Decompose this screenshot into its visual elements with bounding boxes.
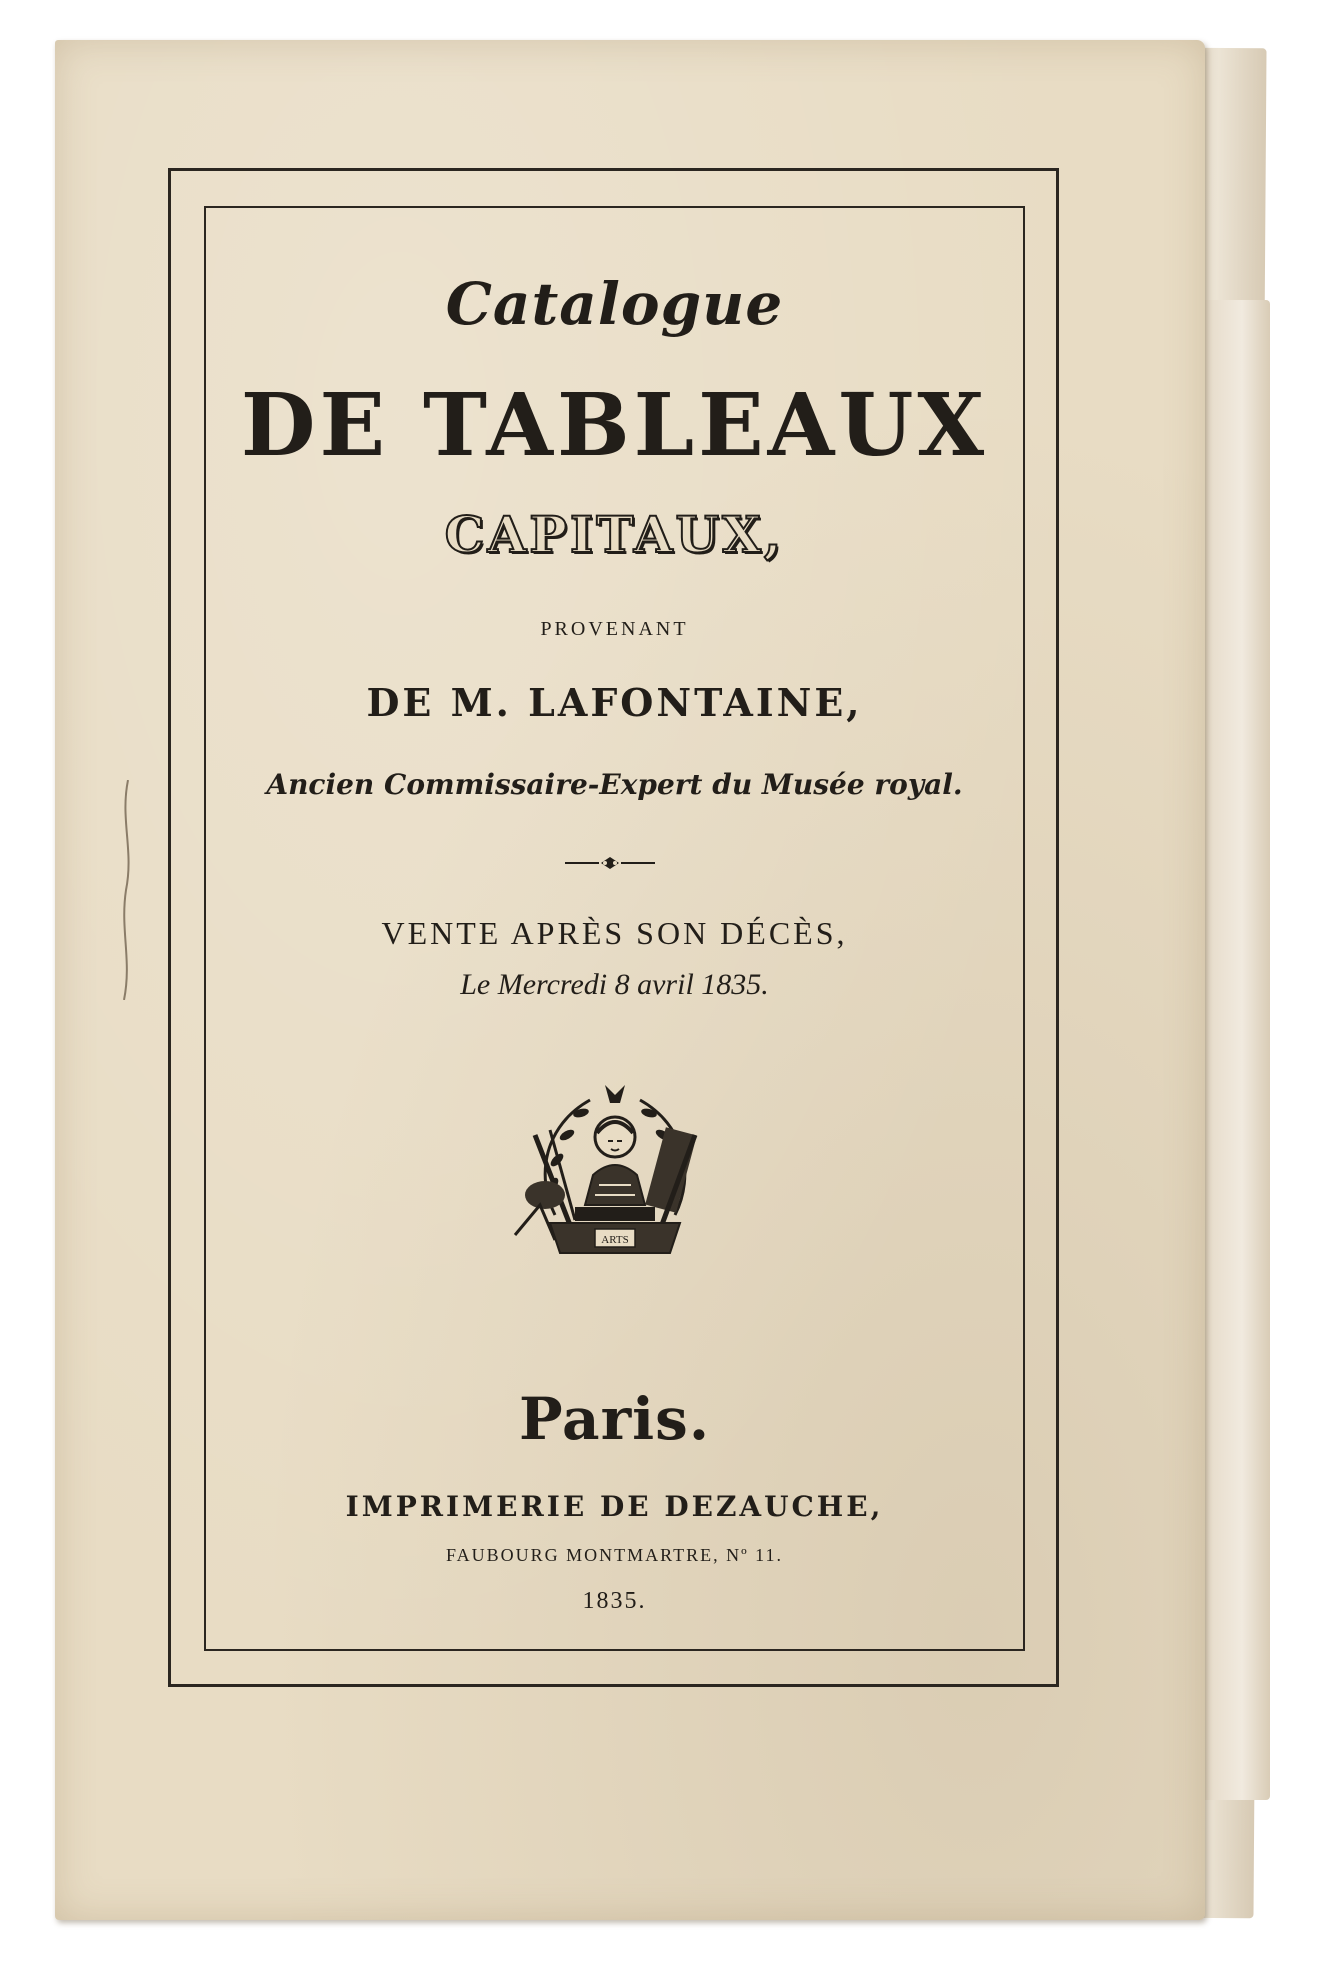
provenant-label: PROVENANT — [540, 618, 689, 640]
printer-name: IMPRIMERIE DE DEZAUCHE, — [345, 1490, 884, 1523]
imprint-year: 1835. — [582, 1588, 647, 1614]
sale-date: Le Mercredi 8 avril 1835. — [460, 968, 769, 1001]
printer-address: FAUBOURG MONTMARTRE, Nº 11. — [445, 1545, 784, 1565]
sale-heading: VENTE APRÈS SON DÉCÈS, — [381, 915, 848, 951]
owner-title: Ancien Commissaire-Expert du Musée royal. — [266, 768, 963, 801]
title-catalogue: Catalogue — [445, 270, 784, 338]
title-de-tableaux: DE TABLEAUX — [240, 375, 989, 476]
owner-name: DE M. LAFONTAINE, — [366, 680, 863, 725]
arts-vignette-icon — [495, 1075, 735, 1275]
title-capitaux: CAPITAUX, — [444, 505, 785, 564]
back-page-edge — [1200, 300, 1270, 1800]
vignette-label: ARTS — [601, 1234, 629, 1246]
rule-ornament-icon — [565, 856, 655, 870]
imprint-city: Paris. — [518, 1385, 711, 1453]
stitching-thread-icon — [118, 780, 138, 1000]
